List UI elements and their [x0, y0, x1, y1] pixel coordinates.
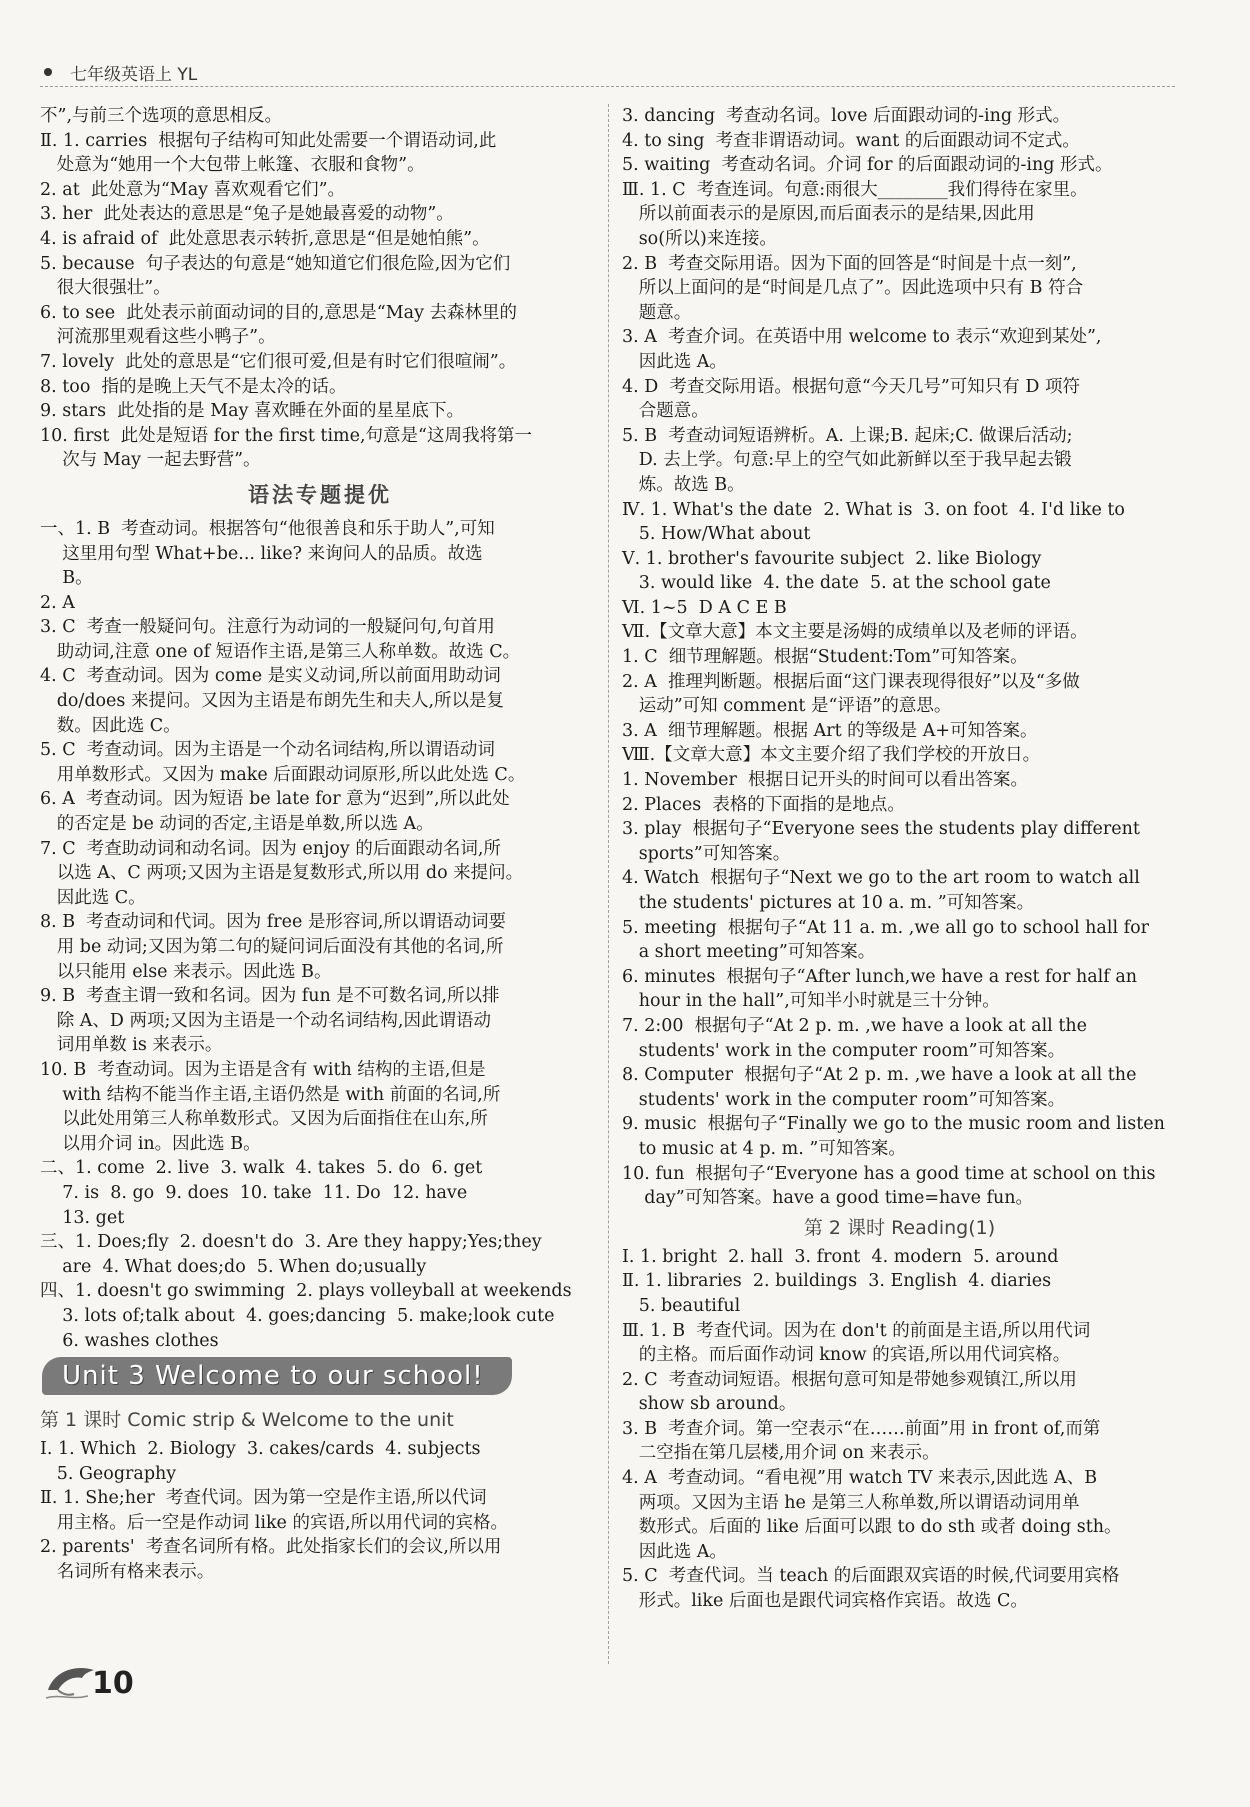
page-number: 10 — [92, 1666, 134, 1701]
answer-line: 因此选 C。 — [40, 887, 146, 908]
answer-line: Ⅱ. 1. carries 根据句子结构可知此处需要一个谓语动词,此 — [40, 130, 497, 151]
lesson-1-title: 第 1 课时 Comic strip & Welcome to the unit — [40, 1409, 454, 1432]
answer-line: 所以前面表示的是原因,而后面表示的是结果,因此用 — [622, 204, 1035, 225]
answer-line: 4. to sing 考查非谓语动词。want 的后面跟动词不定式。 — [622, 130, 1080, 151]
left-block-2 — [40, 517, 600, 1353]
answer-line: 名词所有格来表示。 — [40, 1562, 215, 1583]
answer-line: 2. B 考查交际用语。因为下面的回答是“时间是十点一刻”, — [622, 253, 1077, 274]
answer-line: 3. A 考查介词。在英语中用 welcome to 表示“欢迎到某处”, — [622, 327, 1102, 348]
answer-line: 3. her 此处表达的意思是“兔子是她最喜爱的动物”。 — [40, 204, 454, 225]
answer-line: 10. first 此处是短语 for the first time,句意是“这周我将第一 — [40, 425, 532, 446]
header-title: 七年级英语上 YL — [70, 65, 198, 85]
answer-line: 3. lots of;talk about 4. goes;dancing 5. make;look cute — [40, 1305, 555, 1326]
answer-line: 用 be 动词;又因为第二句的疑问词后面没有其他的名词,所 — [40, 937, 504, 957]
answer-line: 二、1. come 2. live 3. walk 4. takes 5. do 6. get — [40, 1158, 483, 1179]
answer-line: 5. B 考查动词短语辨析。A. 上课;B. 起床;C. 做课后活动; — [622, 425, 1073, 446]
answer-line: students' work in the computer room”可知答案。 — [622, 1089, 1066, 1110]
answer-line: Ⅰ. 1. Which 2. Biology 3. cakes/cards 4. subjects — [40, 1439, 481, 1460]
answer-line: 的主格。而后面作动词 know 的宾语,所以用代词宾格。 — [622, 1345, 1071, 1366]
answer-line: 6. A 考查动词。因为短语 be late for 意为“迟到”,所以此处 — [40, 789, 510, 810]
answer-line: 题意。 — [622, 302, 692, 323]
answer-line: 6. washes clothes — [40, 1330, 219, 1351]
answer-line: Ⅲ. 1. B 考查代词。因为在 don't 的前面是主语,所以用代词 — [622, 1320, 1091, 1341]
answer-line: Ⅴ. 1. brother's favourite subject 2. like Biology — [622, 548, 1042, 569]
answer-line: 9. stars 此处指的是 May 喜欢睡在外面的星星底下。 — [40, 401, 465, 422]
right-block-1 — [622, 104, 1177, 1211]
answer-line: 两项。又因为主语 he 是第三人称单数,所以谓语动词用单 — [622, 1492, 1080, 1513]
answer-line: 5. because 句子表达的句意是“她知道它们很危险,因为它们 — [40, 253, 511, 274]
answer-line: 9. B 考查主谓一致和名词。因为 fun 是不可数名词,所以排 — [40, 986, 500, 1007]
answer-line: 运动”可知 comment 是“评语”的意思。 — [622, 696, 952, 717]
answer-line: 数形式。后面的 like 后面可以跟 to do sth 或者 doing sth。 — [622, 1517, 1122, 1538]
answer-line: 不”,与前三个选项的意思相反。 — [40, 106, 283, 126]
answer-line: Ⅲ. 1. C 考查连词。句意:雨很大________我们得待在家里。 — [622, 179, 1088, 200]
answer-line: Ⅱ. 1. libraries 2. buildings 3. English 4. diaries — [622, 1271, 1052, 1292]
answer-line: Ⅰ. 1. bright 2. hall 3. front 4. modern 5. around — [622, 1246, 1059, 1267]
answer-line: 次与 May 一起去野营”。 — [40, 450, 261, 471]
answer-line: 二空指在第几层楼,用介词 on 来表示。 — [622, 1443, 940, 1464]
answer-line: 5. meeting 根据句子“At 11 a. m. ,we all go to school hall for — [622, 917, 1149, 938]
answer-line: Ⅵ. 1~5 D A C E B — [622, 597, 787, 618]
answer-line: 四、1. doesn't go swimming 2. plays volleyball at weekends — [40, 1281, 572, 1302]
answer-line: 除 A、D 两项;又因为主语是一个动名词结构,因此谓语动 — [40, 1010, 491, 1031]
answer-line: Ⅷ.【文章大意】本文主要介绍了我们学校的开放日。 — [622, 745, 1041, 766]
answer-line: 4. D 考查交际用语。根据句意“今天几号”可知只有 D 项符 — [622, 376, 1080, 397]
answer-line: show sb around。 — [622, 1394, 797, 1415]
answer-line: 词用单数 is 来表示。 — [40, 1035, 223, 1056]
answer-line: sports”可知答案。 — [622, 843, 791, 864]
answer-line: Ⅳ. 1. What's the date 2. What is 3. on foot 4. I'd like to — [622, 499, 1125, 520]
answer-line: 以用介词 in。因此选 B。 — [40, 1133, 261, 1154]
answer-line: 炼。故选 B。 — [622, 474, 745, 495]
right-column — [622, 104, 1177, 1614]
answer-line: 合题意。 — [622, 401, 709, 422]
answer-line: 用单数形式。又因为 make 后面跟动词原形,所以此处选 C。 — [40, 764, 526, 785]
running-header — [40, 58, 1175, 87]
answer-line: 三、1. Does;fly 2. doesn't do 3. Are they happy;Yes;they — [40, 1232, 542, 1253]
answer-line: 3. play 根据句子“Everyone sees the students play different — [622, 819, 1140, 840]
answer-line: 7. 2:00 根据句子“At 2 p. m. ,we have a look at all the — [622, 1015, 1087, 1036]
left-column — [40, 104, 600, 1585]
answer-line: 7. C 考查助动词和动名词。因为 enjoy 的后面跟动名词,所 — [40, 838, 501, 859]
answer-line: Ⅶ.【文章大意】本文主要是汤姆的成绩单以及老师的评语。 — [622, 622, 1088, 643]
answer-line: 的否定是 be 动词的否定,主语是单数,所以选 A。 — [40, 814, 434, 835]
section-title: 语法专题提优 — [248, 482, 392, 507]
answer-line: 一、1. B 考查动词。根据答句“他很善良和乐于助人”,可知 — [40, 518, 495, 539]
answer-line: 7. is 8. go 9. does 10. take 11. Do 12. have — [40, 1182, 468, 1203]
column-divider — [608, 104, 610, 1664]
answer-line: 2. Places 表格的下面指的是地点。 — [622, 794, 905, 815]
answer-line: students' work in the computer room”可知答案。 — [622, 1040, 1066, 1061]
answer-line: 所以上面问的是“时间是几点了”。因此选项中只有 B 符合 — [622, 278, 1084, 299]
answer-line: 4. C 考查动词。因为 come 是实义动词,所以前面用助动词 — [40, 666, 501, 687]
left-block-3 — [40, 1437, 600, 1585]
answer-line: 2. C 考查动词短语。根据句意可知是带她参观镇江,所以用 — [622, 1369, 1077, 1390]
answer-line: 4. is afraid of 此处意思表示转折,意思是“但是她怕熊”。 — [40, 228, 490, 249]
answer-line: 10. B 考查动词。因为主语是含有 with 结构的主语,但是 — [40, 1059, 486, 1080]
lesson-2-title: 第 2 课时 Reading(1) — [803, 1216, 996, 1239]
answer-line: 助动词,注意 one of 短语作主语,是第三人称单数。故选 C。 — [40, 641, 521, 662]
answer-line: 5. waiting 考查动名词。介词 for 的后面跟动词的-ing 形式。 — [622, 155, 1113, 176]
answer-line: 2. at 此处意为“May 喜欢观看它们”。 — [40, 179, 346, 200]
answer-line: 8. too 指的是晚上天气不是太冷的话。 — [40, 376, 347, 397]
answer-line: 6. to see 此处表示前面动词的目的,意思是“May 去森林里的 — [40, 302, 518, 323]
right-block-2 — [622, 1245, 1177, 1614]
answer-line: to music at 4 p. m. ”可知答案。 — [622, 1138, 906, 1159]
answer-line: 2. A 推理判断题。根据后面“这门课表现得很好”以及“多做 — [622, 671, 1080, 692]
answer-line: 河流那里观看这些小鸭子”。 — [40, 327, 276, 348]
answer-line: 5. Geography — [40, 1463, 177, 1484]
answer-line: the students' pictures at 10 a. m. ”可知答案。 — [622, 893, 1035, 913]
answer-line: 10. fun 根据句子“Everyone has a good time at school on this — [622, 1163, 1156, 1184]
answer-line: 8. Computer 根据句子“At 2 p. m. ,we have a look at all the — [622, 1065, 1137, 1086]
answer-line: 因此选 A。 — [622, 351, 727, 372]
answer-line: 5. beautiful — [622, 1295, 741, 1316]
answer-line: 2. parents' 考查名词所有格。此处指家长们的会议,所以用 — [40, 1537, 502, 1558]
answer-line: 以只能用 else 来表示。因此选 B。 — [40, 961, 332, 982]
answer-line: so(所以)来连接。 — [622, 228, 777, 249]
answer-line: 5. How/What about — [622, 524, 811, 545]
answer-line: 处意为“她用一个大包带上帐篷、衣服和食物”。 — [40, 155, 425, 176]
answer-line: a short meeting”可知答案。 — [622, 942, 876, 963]
answer-line: 5. C 考查动词。因为主语是一个动名词结构,所以谓语动词 — [40, 740, 495, 761]
answer-line: 因此选 A。 — [622, 1541, 727, 1562]
answer-line: 以此处用第三人称单数形式。又因为后面指住在山东,所 — [40, 1109, 488, 1130]
answer-line: 9. music 根据句子“Finally we go to the music room and listen — [622, 1114, 1165, 1135]
answer-line: 数。因此选 C。 — [40, 715, 181, 736]
answer-line: 3. A 细节理解题。根据 Art 的等级是 A+可知答案。 — [622, 720, 1038, 741]
answer-line: 3. C 考查一般疑问句。注意行为动词的一般疑问句,句首用 — [40, 617, 495, 638]
answer-line: 4. Watch 根据句子“Next we go to the art room to watch all — [622, 868, 1140, 889]
answer-line: 3. dancing 考查动名词。love 后面跟动词的-ing 形式。 — [622, 106, 1071, 126]
answer-line: 很大很强壮”。 — [40, 278, 171, 299]
answer-line: day”可知答案。have a good time=have fun。 — [622, 1188, 1034, 1209]
answer-line: 用主格。后一空是作动词 like 的宾语,所以用代词的宾格。 — [40, 1512, 509, 1533]
answer-line: 5. C 考查代词。当 teach 的后面跟双宾语的时候,代词要用宾格 — [622, 1566, 1120, 1587]
answer-line: 7. lovely 此处的意思是“它们很可爱,但是有时它们很喧闹”。 — [40, 351, 517, 372]
answer-line: 6. minutes 根据句子“After lunch,we have a rest for half an — [622, 966, 1138, 987]
answer-line: are 4. What does;do 5. When do;usually — [40, 1256, 427, 1277]
answer-line: 4. A 考查动词。“看电视”用 watch TV 来表示,因此选 A、B — [622, 1468, 1098, 1489]
answer-line: 13. get — [40, 1207, 125, 1228]
answer-line: 3. would like 4. the date 5. at the school gate — [622, 573, 1051, 594]
unit-banner: Unit 3 Welcome to our school! — [42, 1357, 512, 1395]
answer-line: do/does 来提问。又因为主语是布朗先生和夫人,所以是复 — [40, 691, 505, 712]
answer-line: 3. B 考查介词。第一空表示“在……前面”用 in front of,而第 — [622, 1418, 1101, 1439]
answer-line: 这里用句型 What+be... like? 来询问人的品质。故选 — [40, 543, 483, 564]
bullet-dot-icon — [44, 68, 52, 76]
answer-line: 以选 A、C 两项;又因为主语是复数形式,所以用 do 来提问。 — [40, 863, 524, 884]
answer-line: Ⅱ. 1. She;her 考查代词。因为第一空是作主语,所以代词 — [40, 1488, 487, 1509]
answer-line: with 结构不能当作主语,主语仍然是 with 前面的名词,所 — [40, 1084, 501, 1105]
answer-line: 1. November 根据日记开头的时间可以看出答案。 — [622, 770, 1028, 791]
left-block-1 — [40, 104, 600, 473]
answer-line: B。 — [40, 568, 93, 589]
answer-line: 2. A — [40, 592, 75, 613]
answer-line: 8. B 考查动词和代词。因为 free 是形容词,所以谓语动词要 — [40, 912, 506, 933]
answer-line: 1. C 细节理解题。根据“Student:Tom”可知答案。 — [622, 647, 1028, 668]
answer-line: D. 去上学。句意:早上的空气如此新鲜以至于我早起去锻 — [622, 450, 1072, 471]
answer-line: hour in the hall”,可知半小时就是三十分钟。 — [622, 991, 1000, 1012]
answer-line: 形式。like 后面也是跟代词宾格作宾语。故选 C。 — [622, 1591, 1028, 1612]
